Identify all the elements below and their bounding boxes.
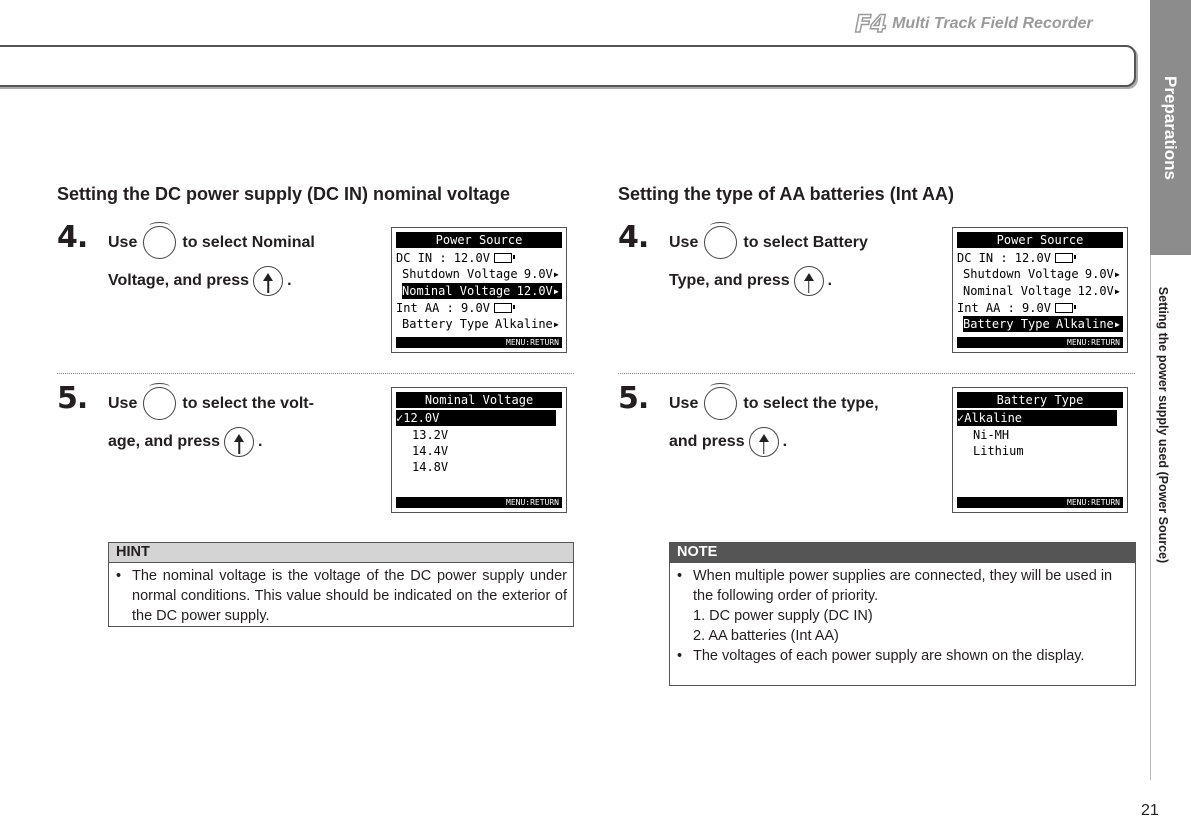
lcd-footer: MENU:RETURN (396, 497, 562, 508)
step-text: Voltage, and press (108, 272, 250, 289)
lcd-header: Power Source (957, 232, 1123, 248)
side-rule (1150, 255, 1151, 780)
lcd-int-aa-row (957, 300, 1123, 316)
note-bullet: • The voltages of each power supply are shown on the display. (676, 646, 1129, 666)
divider (618, 373, 1135, 374)
lcd-header: Nominal Voltage (396, 392, 562, 408)
note-list-item: 2. AA batteries (Int AA) (693, 628, 839, 644)
step-text: . (287, 272, 292, 289)
note-list-item: 1. DC power supply (DC IN) (693, 608, 873, 624)
lcd-option: Ni-MH (973, 428, 1010, 442)
lcd-value: 9.0V▸ (523, 267, 560, 281)
step-text: Use (108, 233, 138, 251)
lcd-option: Lithium (973, 444, 1024, 458)
lcd-footer: MENU:RETURN (396, 337, 562, 348)
battery-icon (494, 253, 512, 263)
hint-box (108, 542, 574, 627)
right-lcd-battery-type (952, 387, 1128, 513)
note-title: NOTE (670, 543, 1135, 563)
press-dial-icon (253, 266, 283, 296)
hint-text: • The nominal voltage is the voltage of the DC power supply under normal conditions. This value should be indicated on the exterior of the DC power supply. (115, 566, 567, 626)
dial-icon (704, 226, 737, 259)
battery-icon (1055, 303, 1073, 313)
step-text: to select Battery (743, 233, 868, 251)
step-text: Use (108, 394, 138, 412)
right-section-title: Setting the type of AA batteries (Int AA) (618, 184, 955, 204)
step-text: . (827, 272, 833, 289)
note-box (669, 542, 1136, 686)
right-lcd-power-source (952, 227, 1128, 353)
step-text: and press (669, 433, 745, 450)
lcd-int-aa-row (396, 300, 562, 316)
lcd-shutdown-row (957, 266, 1123, 282)
step-text: . (258, 433, 263, 450)
left-step5-line2 (108, 427, 263, 457)
lcd-nominal-row-selected (402, 283, 562, 299)
lcd-dc-in-row (396, 250, 562, 266)
lcd-text: Shutdown Voltage (402, 267, 518, 281)
right-step5-number: 5. (618, 381, 649, 416)
press-dial-icon (794, 266, 824, 296)
lcd-shutdown-row (396, 266, 562, 282)
side-tab-label: Preparations (1161, 76, 1180, 180)
lcd-option: 14.8V (412, 460, 449, 474)
left-step5-number: 5. (57, 381, 88, 416)
lcd-text: Nominal Voltage (963, 284, 1072, 298)
lcd-header: Power Source (396, 232, 562, 248)
lcd-text: DC IN : 12.0V (957, 251, 1051, 265)
left-lcd-power-source (391, 227, 567, 353)
side-section-label: Setting the power supply used (Power Source) (1156, 286, 1170, 564)
lcd-footer: MENU:RETURN (957, 337, 1123, 348)
left-step4-line1 (108, 226, 315, 259)
brand-subtitle: Multi Track Field Recorder (892, 15, 1093, 32)
lcd-dc-in-row (957, 250, 1123, 266)
lcd-footer: MENU:RETURN (957, 497, 1123, 508)
brand-header (855, 12, 1093, 36)
note-bullet: • When multiple power supplies are connected, they will be used in the following order of priority. (676, 566, 1129, 606)
brand-logo: F4 (855, 10, 887, 38)
lcd-option-selected: ✓12.0V (396, 410, 556, 426)
lcd-text: Battery Type (963, 317, 1050, 331)
lcd-header: Battery Type (957, 392, 1123, 408)
left-step4-number: 4. (57, 220, 88, 255)
chapter-title-bar (0, 45, 1136, 87)
lcd-battery-row (396, 316, 562, 332)
lcd-text: Nominal Voltage (402, 284, 511, 298)
hint-title: HINT (109, 543, 573, 563)
lcd-option-selected: ✓Alkaline (957, 410, 1117, 426)
dial-icon (704, 387, 737, 420)
step-text: age, and press (108, 433, 221, 450)
right-step4-line1 (669, 226, 868, 259)
right-step4-line2 (669, 266, 832, 296)
lcd-value: 9.0V▸ (1084, 267, 1121, 281)
lcd-battery-row-selected (963, 316, 1123, 332)
battery-icon (494, 303, 512, 313)
step-text: to select Nominal (182, 233, 315, 251)
press-dial-icon (224, 427, 254, 457)
lcd-text: Int AA : 9.0V (957, 301, 1051, 315)
battery-icon (1055, 253, 1073, 263)
divider (57, 373, 574, 374)
left-step4-line2 (108, 266, 292, 296)
lcd-text: Shutdown Voltage (963, 267, 1079, 281)
lcd-value: 12.0V▸ (516, 284, 560, 298)
page-number: 21 (1141, 802, 1159, 819)
step-text: to select the type, (743, 394, 879, 412)
step-text: Type, and press (669, 272, 790, 289)
dial-icon (143, 226, 176, 259)
lcd-text: Int AA : 9.0V (396, 301, 490, 315)
lcd-option: 13.2V (412, 428, 449, 442)
left-step5-line1 (108, 387, 314, 420)
step-text: Use (669, 233, 699, 251)
step-text: to select the volt- (182, 394, 314, 412)
lcd-nominal-row (957, 283, 1123, 299)
lcd-option: 14.4V (412, 444, 449, 458)
press-dial-icon (749, 427, 779, 457)
left-lcd-nominal-voltage (391, 387, 567, 513)
lcd-value: 12.0V▸ (1077, 284, 1121, 298)
step-text: Use (669, 394, 699, 412)
dial-icon (143, 387, 176, 420)
lcd-text: DC IN : 12.0V (396, 251, 490, 265)
left-section-title: Setting the DC power supply (DC IN) nominal voltage (57, 184, 511, 204)
lcd-value: Alkaline▸ (494, 317, 560, 331)
lcd-value: Alkaline▸ (1055, 317, 1121, 331)
right-step5-line1 (669, 387, 879, 420)
right-step5-line2 (669, 427, 787, 457)
lcd-text: Battery Type (402, 317, 489, 331)
right-step4-number: 4. (618, 220, 649, 255)
step-text: . (782, 433, 788, 450)
